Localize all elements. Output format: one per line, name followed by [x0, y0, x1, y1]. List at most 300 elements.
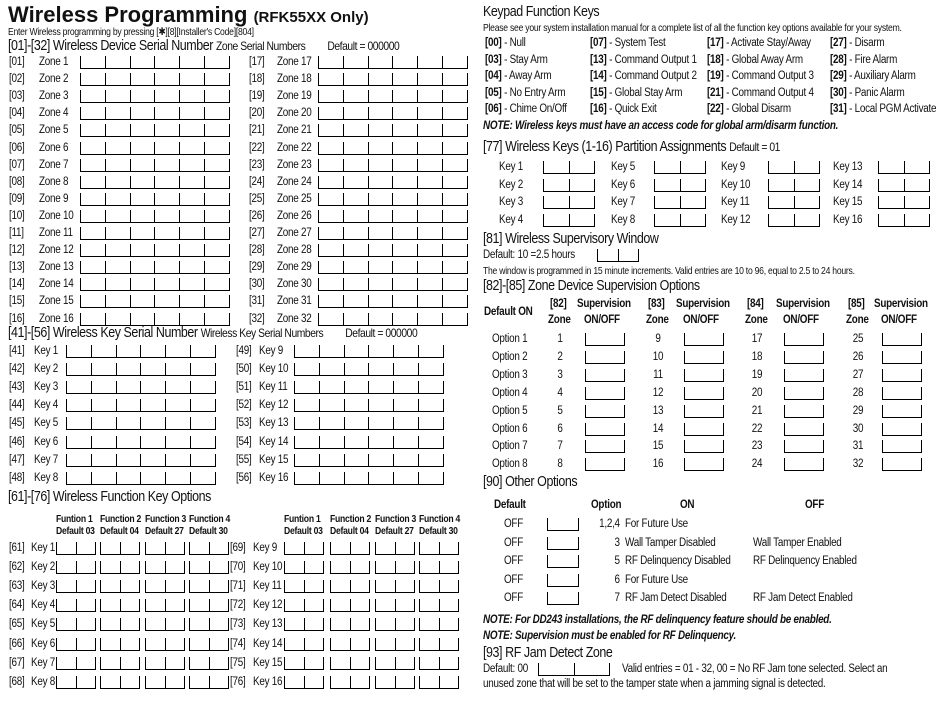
key-serial-entry[interactable]: [66, 472, 216, 485]
function-entry[interactable]: [330, 599, 370, 612]
supervisory-default: Default: 10 =2.5 hours: [483, 249, 575, 261]
other-option-entry[interactable]: [547, 555, 579, 568]
zone-serial-entry[interactable]: [80, 107, 230, 120]
function-entry[interactable]: [189, 542, 229, 555]
function-entry[interactable]: [419, 638, 459, 651]
zone-label: Zone 4: [39, 107, 69, 120]
other-default: OFF: [504, 518, 524, 530]
keypad-item-code: [29]: [830, 70, 847, 83]
partition-entry[interactable]: [654, 196, 706, 209]
funckey-label: Key 1: [31, 542, 56, 554]
supervision-entry[interactable]: [585, 440, 625, 453]
zone-code: [26]: [249, 209, 265, 222]
function-entry[interactable]: [375, 542, 415, 555]
supervision-entry[interactable]: [684, 458, 724, 471]
zonesup-zone-number: 2: [557, 350, 563, 363]
function-entry[interactable]: [284, 657, 324, 670]
zone-serial-entry[interactable]: [318, 210, 468, 223]
key-code: [41]: [9, 345, 25, 357]
keypad-item-text: - Quick Exit: [609, 103, 657, 116]
key-label: Key 10: [259, 363, 289, 376]
partition-key-label: Key 3: [499, 196, 524, 208]
function-entry[interactable]: [375, 638, 415, 651]
funckey-col-name: Funtion 1: [284, 513, 321, 525]
supervision-entry[interactable]: [585, 333, 625, 346]
key-serial-entry[interactable]: [294, 381, 444, 394]
function-entry[interactable]: [419, 599, 459, 612]
partition-default: Default = 01: [729, 140, 780, 154]
zone-label: Zone 1: [39, 56, 69, 68]
zonesup-zone-number: 10: [652, 350, 664, 363]
zonesup-zone-number: 21: [751, 404, 763, 417]
zone-label: Zone 29: [277, 261, 312, 274]
function-entry[interactable]: [56, 638, 96, 651]
zone-code: [28]: [249, 244, 265, 257]
zone-code: [25]: [249, 192, 265, 205]
keypad-item: [485, 37, 526, 49]
function-entry[interactable]: [284, 561, 324, 574]
zonesup-zone-number: 3: [557, 368, 563, 381]
keyserial-default: Default = 000000: [345, 326, 418, 340]
function-entry[interactable]: [330, 638, 370, 651]
keypad-item: [485, 54, 548, 66]
key-serial-entry[interactable]: [294, 454, 444, 467]
supervision-entry[interactable]: [784, 351, 824, 364]
keypad-item-text: - Command Output 4: [726, 86, 814, 99]
zone-label: Zone 22: [277, 141, 312, 154]
key-serial-entry[interactable]: [294, 436, 444, 449]
function-entry[interactable]: [284, 599, 324, 612]
function-entry[interactable]: [284, 638, 324, 651]
function-entry[interactable]: [284, 580, 324, 593]
function-entry[interactable]: [284, 618, 324, 631]
zone-serial-entry[interactable]: [80, 159, 230, 172]
zone-code: [22]: [249, 141, 265, 154]
keypad-item: [707, 54, 803, 66]
zone-label: Zone 18: [277, 73, 312, 86]
keypad-item-text: - Activate Stay/Away: [726, 37, 811, 49]
zone-serial-entry[interactable]: [318, 278, 468, 291]
zone-serial-entry[interactable]: [80, 124, 230, 137]
supervision-entry[interactable]: [882, 333, 922, 346]
function-entry[interactable]: [375, 657, 415, 670]
other-on-text: RF Delinquency Disabled: [625, 555, 731, 568]
zonesup-zone-number: 24: [751, 458, 763, 471]
zone-code: [32]: [249, 312, 265, 325]
zone-serial-entry[interactable]: [318, 193, 468, 206]
partition-key-label: Key 2: [499, 178, 524, 191]
zone-serial-entry[interactable]: [80, 193, 230, 206]
zonesup-zone-number: 30: [852, 422, 864, 435]
zone-serial-entry[interactable]: [80, 142, 230, 155]
partition-key-label: Key 4: [499, 213, 524, 226]
funckey-code: [70]: [230, 561, 246, 574]
other-col-on: ON: [680, 499, 695, 511]
key-code: [44]: [9, 399, 25, 412]
supervision-entry[interactable]: [784, 387, 824, 400]
zonesup-option-label: Option 2: [492, 350, 528, 363]
function-entry[interactable]: [189, 618, 229, 631]
keyserial-heading-text: [41]-[56] Wireless Key Serial Number: [8, 325, 198, 341]
supervision-entry[interactable]: [585, 387, 625, 400]
function-entry[interactable]: [419, 657, 459, 670]
zonesup-group-code: [84]: [747, 298, 764, 310]
partition-entry[interactable]: [543, 161, 595, 174]
jam-desc-line2: unused zone that will be set to the tamper state when a jamming signal is detected.: [483, 678, 826, 690]
function-entry[interactable]: [56, 542, 96, 555]
supervision-entry[interactable]: [784, 423, 824, 436]
zone-serial-entry[interactable]: [80, 227, 230, 240]
partition-entry[interactable]: [878, 214, 930, 227]
zone-serial-entry[interactable]: [80, 278, 230, 291]
function-entry[interactable]: [375, 580, 415, 593]
zone-label: Zone 13: [39, 261, 74, 274]
keypad-item: [830, 103, 936, 115]
key-serial-entry[interactable]: [66, 363, 216, 376]
supervision-entry[interactable]: [882, 423, 922, 436]
function-entry[interactable]: [100, 638, 140, 651]
zonesup-onoff-header: ON/OFF: [584, 314, 620, 326]
zone-label: Zone 26: [277, 209, 312, 222]
supervision-entry[interactable]: [882, 387, 922, 400]
other-option-entry[interactable]: [547, 574, 579, 587]
funckey-label: Key 3: [31, 580, 56, 593]
zonesup-option-label: Option 7: [492, 440, 528, 453]
function-entry[interactable]: [56, 599, 96, 612]
zone-code: [09]: [9, 192, 25, 205]
zone-serial-entry[interactable]: [80, 295, 230, 308]
function-entry[interactable]: [330, 580, 370, 593]
supervisory-entry[interactable]: [597, 249, 639, 262]
other-option-entry[interactable]: [547, 592, 579, 605]
zonesup-zone-number: 17: [751, 333, 763, 345]
zone-serial-entry[interactable]: [318, 313, 468, 326]
zone-serial-entry[interactable]: [318, 244, 468, 257]
supervision-entry[interactable]: [684, 440, 724, 453]
zone-serial-entry[interactable]: [318, 142, 468, 155]
funckey-code: [74]: [230, 637, 246, 650]
supervision-entry[interactable]: [882, 405, 922, 418]
zone-serial-entry[interactable]: [80, 244, 230, 257]
function-entry[interactable]: [375, 561, 415, 574]
function-entry[interactable]: [145, 657, 185, 670]
funckey-code: [64]: [9, 599, 25, 612]
partition-entry[interactable]: [768, 161, 820, 174]
key-code: [54]: [236, 435, 252, 448]
keypad-item-code: [31]: [830, 103, 847, 116]
key-serial-entry[interactable]: [66, 436, 216, 449]
keypad-item: [830, 54, 897, 66]
zonesup-zone-header: Zone: [846, 314, 869, 326]
function-entry[interactable]: [330, 561, 370, 574]
key-serial-entry[interactable]: [294, 472, 444, 485]
function-entry[interactable]: [375, 599, 415, 612]
funckey-label: Key 15: [253, 656, 283, 669]
zone-serial-entry[interactable]: [80, 56, 230, 69]
supervision-entry[interactable]: [882, 369, 922, 382]
zone-code: [17]: [249, 56, 265, 68]
zone-label: Zone 31: [277, 295, 312, 308]
function-entry[interactable]: [189, 676, 229, 689]
zonesup-zone-number: 5: [557, 404, 563, 417]
supervision-entry[interactable]: [684, 423, 724, 436]
funckey-code: [72]: [230, 599, 246, 612]
partition-entry[interactable]: [543, 179, 595, 192]
zonesup-zone-number: 23: [751, 440, 763, 453]
supervision-entry[interactable]: [585, 423, 625, 436]
key-label: Key 6: [34, 435, 59, 448]
zone-label: Zone 9: [39, 192, 69, 205]
function-entry[interactable]: [56, 657, 96, 670]
zonesup-zone-number: 28: [852, 386, 864, 399]
funckey-code: [65]: [9, 618, 25, 631]
supervision-entry[interactable]: [784, 405, 824, 418]
function-entry[interactable]: [145, 599, 185, 612]
function-entry[interactable]: [284, 676, 324, 689]
partition-entry[interactable]: [768, 179, 820, 192]
zonesup-option-label: Option 6: [492, 422, 528, 435]
keypad-item: [485, 103, 567, 115]
function-entry[interactable]: [330, 618, 370, 631]
key-label: Key 8: [34, 471, 59, 484]
function-entry[interactable]: [419, 542, 459, 555]
function-entry[interactable]: [189, 561, 229, 574]
zone-code: [30]: [249, 278, 265, 291]
zonesup-zone-number: 4: [557, 386, 563, 399]
keypad-item-text: - Global Stay Arm: [609, 86, 683, 99]
keypad-item: [707, 87, 814, 99]
function-entry[interactable]: [100, 580, 140, 593]
function-entry[interactable]: [100, 542, 140, 555]
zone-label: Zone 21: [277, 124, 312, 137]
key-label: Key 11: [259, 381, 288, 394]
zone-serial-entry[interactable]: [318, 73, 468, 86]
supervision-entry[interactable]: [882, 440, 922, 453]
key-serial-entry[interactable]: [294, 417, 444, 430]
supervision-entry[interactable]: [882, 458, 922, 471]
zonesup-zone-number: 32: [852, 458, 864, 471]
function-entry[interactable]: [145, 638, 185, 651]
partition-entry[interactable]: [654, 214, 706, 227]
function-entry[interactable]: [419, 676, 459, 689]
function-entry[interactable]: [56, 618, 96, 631]
funckey-code: [67]: [9, 656, 25, 669]
supervision-entry[interactable]: [684, 369, 724, 382]
function-entry[interactable]: [330, 676, 370, 689]
key-serial-entry[interactable]: [66, 399, 216, 412]
other-option-entry[interactable]: [547, 518, 579, 531]
zone-serial-entry[interactable]: [318, 176, 468, 189]
zone-serial-entry[interactable]: [318, 90, 468, 103]
supervision-entry[interactable]: [585, 351, 625, 364]
function-entry[interactable]: [330, 542, 370, 555]
other-off-text: RF Jam Detect Enabled: [753, 592, 853, 605]
zone-label: Zone 16: [39, 312, 74, 325]
zone-serial-entry[interactable]: [80, 210, 230, 223]
other-col-option: Option: [591, 499, 622, 511]
zonesup-col-default: Default ON: [484, 306, 533, 318]
partition-entry[interactable]: [878, 196, 930, 209]
function-entry[interactable]: [330, 657, 370, 670]
funckey-heading: [61]-[76] Wireless Function Key Options: [8, 489, 211, 505]
function-entry[interactable]: [189, 657, 229, 670]
zone-serial-entry[interactable]: [318, 295, 468, 308]
zone-code: [31]: [249, 295, 265, 308]
partition-heading-text: [77] Wireless Keys (1-16) Partition Assignments: [483, 139, 727, 155]
key-serial-entry[interactable]: [66, 345, 216, 358]
function-entry[interactable]: [100, 618, 140, 631]
function-entry[interactable]: [375, 618, 415, 631]
funckey-code: [75]: [230, 656, 246, 669]
keypad-item-text: - Command Output 2: [609, 70, 697, 83]
function-entry[interactable]: [189, 580, 229, 593]
zone-label: Zone 3: [39, 90, 69, 103]
zone-code: [24]: [249, 175, 265, 188]
function-entry[interactable]: [100, 561, 140, 574]
key-code: [43]: [9, 381, 25, 394]
supervision-entry[interactable]: [585, 369, 625, 382]
supervision-entry[interactable]: [784, 333, 824, 346]
partition-entry[interactable]: [543, 214, 595, 227]
key-serial-entry[interactable]: [294, 345, 444, 358]
zonesup-option-label: Option 5: [492, 404, 528, 417]
key-label: Key 3: [34, 381, 59, 394]
keypad-item-code: [00]: [485, 37, 502, 49]
function-entry[interactable]: [419, 618, 459, 631]
keyserial-subheading: Wireless Key Serial Numbers: [200, 326, 324, 340]
jam-default: Default: 00: [483, 663, 529, 675]
function-entry[interactable]: [419, 561, 459, 574]
zone-serial-entry[interactable]: [80, 261, 230, 274]
other-option-number: 3: [614, 536, 620, 549]
key-serial-entry[interactable]: [66, 454, 216, 467]
function-entry[interactable]: [145, 676, 185, 689]
key-label: Key 7: [34, 453, 59, 466]
serial-subheading: Zone Serial Numbers: [216, 39, 306, 53]
zone-serial-entry[interactable]: [318, 227, 468, 240]
keypad-item: [590, 54, 697, 66]
zone-serial-entry[interactable]: [318, 159, 468, 172]
partition-entry[interactable]: [654, 161, 706, 174]
key-serial-entry[interactable]: [294, 399, 444, 412]
zone-label: Zone 14: [39, 278, 74, 291]
supervision-entry[interactable]: [585, 458, 625, 471]
keypad-item: [590, 87, 682, 99]
function-entry[interactable]: [100, 657, 140, 670]
zone-code: [18]: [249, 73, 265, 86]
partition-entry[interactable]: [654, 179, 706, 192]
serial-heading-text: [01]-[32] Wireless Device Serial Number: [8, 38, 214, 54]
partition-entry[interactable]: [768, 214, 820, 227]
zone-serial-entry[interactable]: [80, 73, 230, 86]
key-serial-entry[interactable]: [66, 417, 216, 430]
other-on-text: Wall Tamper Disabled: [625, 536, 716, 549]
function-entry[interactable]: [145, 542, 185, 555]
function-entry[interactable]: [100, 599, 140, 612]
key-code: [47]: [9, 453, 25, 466]
funckey-label: Key 10: [253, 561, 283, 574]
zone-serial-entry[interactable]: [80, 313, 230, 326]
zone-serial-entry[interactable]: [318, 261, 468, 274]
partition-heading: [483, 139, 780, 155]
funckey-label: Key 5: [31, 618, 56, 631]
supervision-entry[interactable]: [784, 440, 824, 453]
partition-entry[interactable]: [878, 161, 930, 174]
zone-label: Zone 20: [277, 107, 312, 120]
function-entry[interactable]: [145, 618, 185, 631]
supervision-entry[interactable]: [784, 458, 824, 471]
function-entry[interactable]: [189, 638, 229, 651]
key-code: [51]: [236, 381, 252, 394]
keypad-item-code: [27]: [830, 37, 847, 49]
zonesup-onoff-header: ON/OFF: [683, 314, 719, 326]
supervision-entry[interactable]: [784, 369, 824, 382]
funckey-label: Key 16: [253, 675, 283, 688]
zone-serial-entry[interactable]: [318, 56, 468, 69]
function-entry[interactable]: [145, 561, 185, 574]
keypad-item-code: [13]: [590, 53, 607, 66]
funckey-col-default: Default 30: [419, 525, 458, 537]
function-entry[interactable]: [100, 676, 140, 689]
partition-entry[interactable]: [543, 196, 595, 209]
zone-serial-entry[interactable]: [318, 107, 468, 120]
key-serial-entry[interactable]: [66, 381, 216, 394]
other-option-number: 1,2,4: [599, 518, 620, 530]
supervision-entry[interactable]: [882, 351, 922, 364]
function-entry[interactable]: [145, 580, 185, 593]
partition-entry[interactable]: [878, 179, 930, 192]
intro-text: Enter Wireless programming by pressing [✱][8][Installer's Code][804]: [8, 26, 254, 38]
funckey-label: Key 11: [253, 580, 282, 593]
supervision-entry[interactable]: [585, 405, 625, 418]
zonesup-zone-number: 13: [652, 404, 664, 417]
supervision-entry[interactable]: [684, 405, 724, 418]
function-entry[interactable]: [284, 542, 324, 555]
supervision-entry[interactable]: [684, 351, 724, 364]
other-option-entry[interactable]: [547, 537, 579, 550]
key-serial-entry[interactable]: [294, 363, 444, 376]
keypad-item-text: - Local PGM Activate: [849, 103, 937, 116]
keypad-item-text: - System Test: [609, 37, 666, 49]
supervision-entry[interactable]: [684, 387, 724, 400]
partition-entry[interactable]: [768, 196, 820, 209]
function-entry[interactable]: [56, 676, 96, 689]
other-option-number: 5: [614, 555, 620, 568]
zone-serial-entry[interactable]: [318, 124, 468, 137]
zonesup-zone-number: 22: [751, 422, 763, 435]
zone-serial-entry[interactable]: [80, 90, 230, 103]
function-entry[interactable]: [189, 599, 229, 612]
zonesup-zone-number: 25: [852, 333, 864, 345]
keypad-item-code: [22]: [707, 103, 724, 116]
function-entry[interactable]: [56, 580, 96, 593]
jam-entry[interactable]: [538, 663, 610, 676]
zone-code: [08]: [9, 175, 25, 188]
keypad-item-text: - Away Arm: [504, 70, 552, 83]
funckey-col-name: Funtion 1: [56, 513, 93, 525]
key-label: Key 16: [259, 471, 289, 484]
zone-code: [07]: [9, 158, 25, 171]
function-entry[interactable]: [56, 561, 96, 574]
other-col-off: OFF: [805, 499, 825, 511]
function-entry[interactable]: [419, 580, 459, 593]
key-code: [55]: [236, 453, 252, 466]
function-entry[interactable]: [375, 676, 415, 689]
zonesup-zone-number: 7: [557, 440, 563, 453]
supervision-entry[interactable]: [684, 333, 724, 346]
zone-serial-entry[interactable]: [80, 176, 230, 189]
title-main: Wireless Programming: [8, 2, 248, 27]
